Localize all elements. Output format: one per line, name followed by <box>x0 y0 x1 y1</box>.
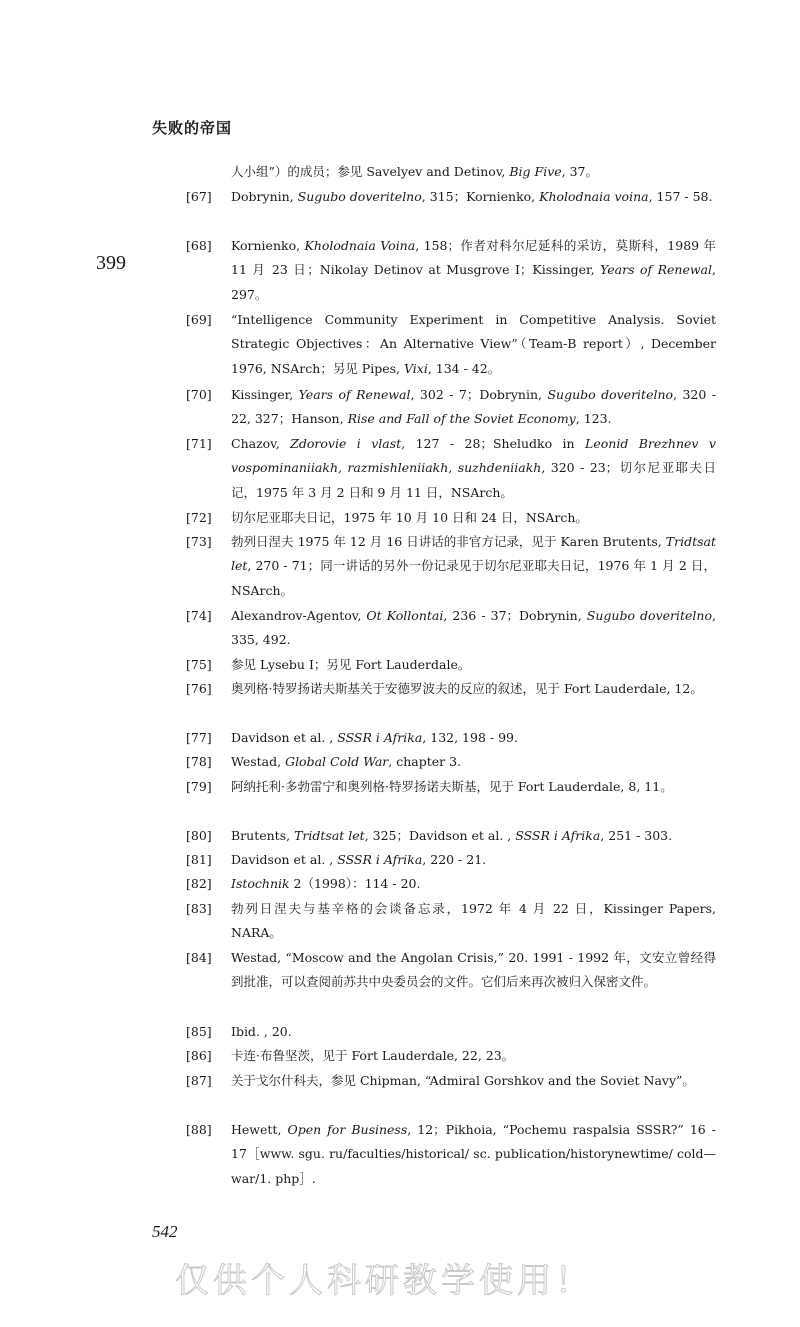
note-text: , 302 - 7；Dobrynin, <box>410 387 548 402</box>
note-body <box>231 1069 716 1093</box>
note-number: [74] <box>186 608 212 623</box>
italic-title: Sugubo doveritelno <box>297 189 422 204</box>
note-text: , 127 - 28；Sheludko in <box>401 436 586 451</box>
note-number: [78] <box>186 754 212 769</box>
italic-title: SSSR i Afrika <box>337 730 423 745</box>
running-header: 失败的帝国 <box>152 119 233 137</box>
note-body <box>231 653 716 677</box>
note-number: [73] <box>186 534 212 549</box>
note-number: [70] <box>186 387 212 402</box>
note-body <box>231 872 716 896</box>
endnote <box>186 775 716 799</box>
endnote <box>186 677 716 701</box>
note-body <box>231 897 716 946</box>
note-body <box>231 946 716 995</box>
italic-title: SSSR i Afrika <box>515 828 601 843</box>
note-text: , 320 - 22, 327；Hanson, <box>231 387 716 427</box>
endnote <box>186 1044 716 1068</box>
note-body <box>231 824 716 848</box>
note-number: [84] <box>186 950 212 965</box>
note-body <box>231 530 716 603</box>
note-text: Alexandrov-Agentov, <box>231 608 367 623</box>
italic-title: Rise and Fall of the Soviet Economy <box>347 411 576 427</box>
endnote <box>186 383 716 432</box>
note-number: [86] <box>186 1048 212 1063</box>
italic-title: Years of Renewal <box>600 262 713 278</box>
watermark: 仅供个人科研教学使用！ <box>175 1261 593 1301</box>
note-text: Kornienko, <box>231 238 305 253</box>
note-number: [77] <box>186 730 212 745</box>
endnote <box>186 234 716 307</box>
note-number: [81] <box>186 852 212 867</box>
note-number: [75] <box>186 657 212 672</box>
note-text: , 132, 198 - 99. <box>422 730 518 745</box>
endnote <box>186 848 716 872</box>
note-number: [82] <box>186 876 212 891</box>
endnote <box>186 185 716 209</box>
note-body <box>231 750 716 774</box>
italic-title: Years of Renewal <box>298 387 411 402</box>
note-number: [83] <box>186 901 212 916</box>
note-number: [69] <box>186 312 212 327</box>
italic-title: Big Five <box>509 164 562 179</box>
endnote <box>186 604 716 653</box>
italic-title: Leonid Brezhnev v vospominaniiakh, razmishleniiakh, suzhdeniiakh <box>231 436 716 476</box>
note-text: 切尔尼亚耶夫日记，1975 年 10 月 10 日和 24 日，NSArch。 <box>231 510 588 525</box>
note-text: , 325；Davidson et al. , <box>364 828 516 843</box>
note-text: Dobrynin, <box>231 189 298 204</box>
note-text: 勃列日涅夫与基辛格的会谈备忘录，1972 年 4 月 22 日，Kissinger Papers, NARA。 <box>231 901 716 941</box>
note-text: , 220 - 21. <box>422 852 487 867</box>
note-body <box>231 604 716 653</box>
endnote <box>186 872 716 896</box>
note-number: [67] <box>186 189 212 204</box>
note-text: 卡连·布鲁坚茨，见于 Fort Lauderdale, 22, 23。 <box>231 1048 515 1063</box>
note-text: Ibid. , 20. <box>231 1024 292 1039</box>
note-text: Chazov, <box>231 436 291 451</box>
note-body <box>231 234 716 307</box>
note-continuation <box>231 160 715 184</box>
note-body <box>231 1020 716 1044</box>
note-body <box>231 506 716 530</box>
italic-title: Kholodnaia Voina <box>304 238 416 253</box>
note-text: 勃列日涅夫 1975 年 12 月 16 日讲话的非官方记录，见于 Karen Brutents, <box>231 534 666 549</box>
note-text: Westad, “Moscow and the Angolan Crisis,” 20. 1991 - 1992 年，文安立曾经得到批准，可以查阅前苏共中央委员会的文件。它们后来再次被归入保密文件。 <box>231 950 716 990</box>
note-body <box>231 775 716 799</box>
note-body <box>231 1118 716 1191</box>
note-text: , 297。 <box>231 262 716 302</box>
note-text: , 158；作者对科尔尼延科的采访，莫斯科，1989 年 11 月 23 日；Nikolay Detinov at Musgrove I；Kissinger, <box>231 238 717 278</box>
endnote <box>186 432 716 505</box>
note-text: , chapter 3. <box>388 754 462 769</box>
note-text: 参见 Lysebu I；另见 Fort Lauderdale。 <box>231 657 471 672</box>
note-text: Davidson et al. , <box>231 852 338 867</box>
note-text: Hewett, <box>231 1122 288 1137</box>
note-text: Westad, <box>231 754 286 769</box>
endnote <box>186 897 716 946</box>
endnote <box>186 308 716 381</box>
note-number: [76] <box>186 681 212 696</box>
note-text: , 335, 492. <box>231 608 716 648</box>
note-text: “Intelligence Community Experiment in Competitive Analysis. Soviet Strategic Objectives：An Alternative View”（Team-B report）, December 1976, NSArch；另见 Pipes, <box>231 312 716 376</box>
note-text: , 12；Pikhoia, “Pochemu raspalsia SSSR?” 16 - 17［www. sgu. ru/faculties/historical/ sc. publication/historynewtime/ cold—war/1. php］. <box>231 1122 717 1186</box>
note-text: , 236 - 37；Dobrynin, <box>443 608 587 623</box>
endnote <box>186 530 716 603</box>
italic-title: Tridtsat let <box>294 828 365 843</box>
italic-title: Zdorovie i vlast <box>290 436 402 451</box>
note-text: , 251 - 303. <box>600 828 673 843</box>
note-number: [80] <box>186 828 212 843</box>
note-number: [87] <box>186 1073 212 1088</box>
italic-title: Istochnik <box>231 876 290 891</box>
note-body <box>231 677 716 701</box>
note-text: 奥列格·特罗扬诺夫斯基关于安德罗波夫的反应的叙述，见于 Fort Lauderdale, 12。 <box>231 681 703 696</box>
endnote <box>186 1020 716 1044</box>
endnote <box>186 653 716 677</box>
endnote <box>186 506 716 530</box>
note-body <box>231 185 716 209</box>
note-body <box>231 1044 716 1068</box>
note-number: [88] <box>186 1122 212 1137</box>
italic-title: Sugubo doveritelno <box>547 387 674 402</box>
note-text: 人小组”）的成员；参见 Savelyev and Detinov, <box>231 164 510 179</box>
note-text: Davidson et al. , <box>231 730 338 745</box>
note-text: Brutents, <box>231 828 295 843</box>
note-text: , 315；Kornienko, <box>421 189 540 204</box>
note-text: 关于戈尔什科夫，参见 Chipman, “Admiral Gorshkov and the Soviet Navy”。 <box>231 1073 695 1088</box>
note-body <box>231 308 716 381</box>
italic-title: SSSR i Afrika <box>337 852 423 867</box>
note-body <box>231 726 716 750</box>
note-body <box>231 383 716 432</box>
note-number: [68] <box>186 238 212 253</box>
italic-title: Open for Business <box>287 1122 408 1137</box>
italic-title: Kholodnaia voina <box>539 189 649 204</box>
endnote <box>186 1069 716 1093</box>
italic-title: Sugubo doveritelno <box>586 608 713 623</box>
endnote <box>186 824 716 848</box>
note-number: [85] <box>186 1024 212 1039</box>
endnote <box>186 750 716 774</box>
endnote <box>186 946 716 995</box>
endnote <box>186 726 716 750</box>
margin-page-number: 399 <box>96 252 126 274</box>
note-number: [71] <box>186 436 212 451</box>
note-text: , 37。 <box>561 164 599 179</box>
note-body <box>231 432 716 505</box>
endnote <box>186 1118 716 1191</box>
note-text: , 157 - 58. <box>648 189 713 204</box>
note-body <box>231 848 716 872</box>
note-text: Kissinger, <box>231 387 299 402</box>
page-number: 542 <box>152 1222 178 1241</box>
italic-title: Ot Kollontai <box>366 608 444 623</box>
note-text: , 123. <box>575 411 612 427</box>
italic-title: Tridtsat let <box>231 534 716 574</box>
note-text: 2（1998）：114 - 20. <box>289 876 421 891</box>
note-text: , 320 - 23；切尔尼亚耶夫日记，1975 年 3 月 2 日和 9 月 11 日，NSArch。 <box>231 460 717 500</box>
italic-title: Global Cold War <box>285 754 389 769</box>
note-text: , 134 - 42。 <box>427 360 501 376</box>
note-text: 阿纳托利·多勃雷宁和奥列格·特罗扬诺夫斯基，见于 Fort Lauderdale, 8, 11。 <box>231 779 673 794</box>
note-number: [79] <box>186 779 212 794</box>
note-text: , 270 - 71；同一讲话的另外一份记录见于切尔尼亚耶夫日记，1976 年 1 月 2 日，NSArch。 <box>231 558 716 598</box>
note-number: [72] <box>186 510 212 525</box>
italic-title: Vixi <box>403 360 428 376</box>
